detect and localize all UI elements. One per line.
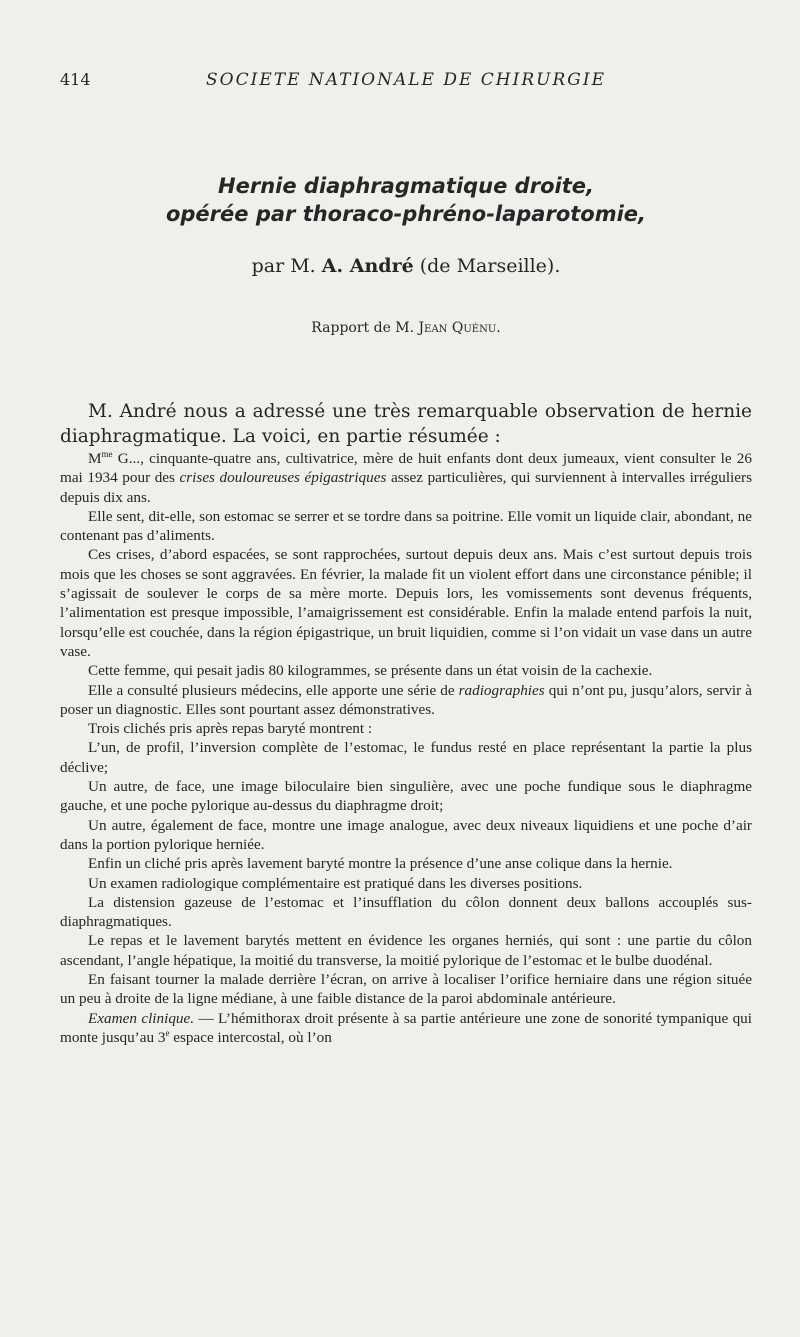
paragraph-13: Le repas et le lavement barytés mettent en évidence les organes herniés, qui sont : une partie du côlon ascendant, l’angle hépatique, la moitié du transverse, la moitié pylorique de l’estomac et le bulbe duodénal.: [60, 932, 752, 969]
p5-italic: radiographies: [458, 681, 545, 699]
running-head: SOCIETE NATIONALE DE CHIRURGIE: [206, 70, 606, 90]
p5-text-a: Elle a consulté plusieurs médecins, elle apporte une série de: [88, 681, 459, 699]
rapport-name: Jean Quénu: [418, 320, 497, 336]
byline-author: A. André: [321, 255, 414, 277]
paragraph-14: En faisant tourner la malade derrière l’écran, on arrive à localiser l’orifice herniaire dans une région située un peu à droite de la ligne médiane, à une faible distance de la paroi abdominale antérieure.: [60, 971, 752, 1008]
paragraph-3: Ces crises, d’abord espacées, se sont rapprochées, surtout depuis deux ans. Mais c’est surtout depuis trois mois que les choses se sont aggravées. En février, la malade fit un violent effort dans une circonstance pénible; il s’agissait de soulever le corps de sa mère morte. Depuis lors, les vomissements sont devenus fréquents, l’alimentation est presque impossible, l’amaigrissement est considérable. Enfin la malade entend parfois la nuit, lorsqu’elle est couchée, dans la région épigastrique, un bruit liquidien, comme si l’on vidait un vase dans un autre vase.: [60, 546, 752, 660]
paragraph-9: Un autre, également de face, montre une image analogue, avec deux niveaux liquidiens et une poche d’air dans la portion pylorique herniée.: [60, 816, 752, 853]
rapport-suffix: .: [496, 320, 501, 336]
p1-italic: crises douloureuses épigastriques: [179, 469, 387, 487]
p15-text-a: — L’hémithorax droit présente à sa partie antérieure une zone de sonorité tympanique qui monte jusqu’au 3: [60, 1009, 752, 1046]
byline: [60, 255, 752, 277]
p1-text-c: assez particulières, qui surviennent à intervalles irréguliers depuis dix ans.: [60, 469, 752, 506]
paragraph-2: Elle sent, dit-elle, son estomac se serrer et se tordre dans sa poitrine. Elle vomit un liquide clair, abondant, ne contenant pas d’aliments.: [60, 507, 752, 545]
paragraph-5: [60, 681, 752, 720]
byline-suffix: (de Marseille).: [413, 255, 561, 277]
paragraph-1: [60, 449, 752, 507]
paragraph-11: Un examen radiologique complémentaire est pratiqué dans les diverses positions.: [88, 874, 583, 892]
paragraph-6: Trois clichés pris après repas baryté montrent :: [88, 720, 373, 738]
intro-paragraph: M. André nous a adressé une très remarquable observation de hernie diaphragmatique. La voici, en partie résumée :: [60, 400, 752, 447]
paragraph-7: L’un, de profil, l’inversion complète de l’estomac, le fundus resté en place représentant la partie la plus déclive;: [60, 739, 752, 776]
body-text: [60, 449, 752, 1047]
p1-text-a: M: [88, 450, 102, 467]
title-line-2: opérée par thoraco-phréno-laparotomie,: [165, 202, 647, 226]
page-header: [60, 70, 752, 94]
page-number: 414: [60, 70, 91, 89]
p5-text-b: qui n’ont pu, jusqu’alors, servir à poser un diagnostic. Elles sont pourtant assez démonstratives.: [60, 681, 752, 718]
paragraph-8: Un autre, de face, une image biloculaire bien singulière, avec une poche fundique sous le diaphragme gauche, et une poche pylorique au-dessus du diaphragme droit;: [60, 778, 752, 815]
p15-italic: Examen clinique.: [88, 1009, 195, 1027]
paragraph-12: La distension gazeuse de l’estomac et l’insufflation du côlon donnent deux ballons accouplés sus-diaphragmatiques.: [60, 893, 752, 931]
p1-superscript: me: [101, 448, 113, 459]
byline-prefix: par M.: [251, 255, 322, 277]
p15-superscript: e: [165, 1027, 170, 1038]
p15-text-b: espace intercostal, où l’on: [169, 1028, 332, 1046]
paragraph-10: Enfin un cliché pris après lavement baryté montre la présence d’une anse colique dans la hernie.: [88, 855, 673, 873]
rapport-line: [60, 320, 752, 336]
article-title: [60, 172, 752, 228]
title-line-1: Hernie diaphragmatique droite,: [218, 174, 594, 198]
rapport-prefix: Rapport de M.: [311, 320, 419, 336]
paragraph-15: [60, 1009, 752, 1048]
paragraph-4: Cette femme, qui pesait jadis 80 kilogrammes, se présente dans un état voisin de la cachexie.: [88, 662, 653, 680]
p1-text-b: G..., cinquante-quatre ans, cultivatrice, mère de huit enfants dont deux jumeaux, vient consulter le 26 mai 1934 pour des: [60, 450, 752, 487]
